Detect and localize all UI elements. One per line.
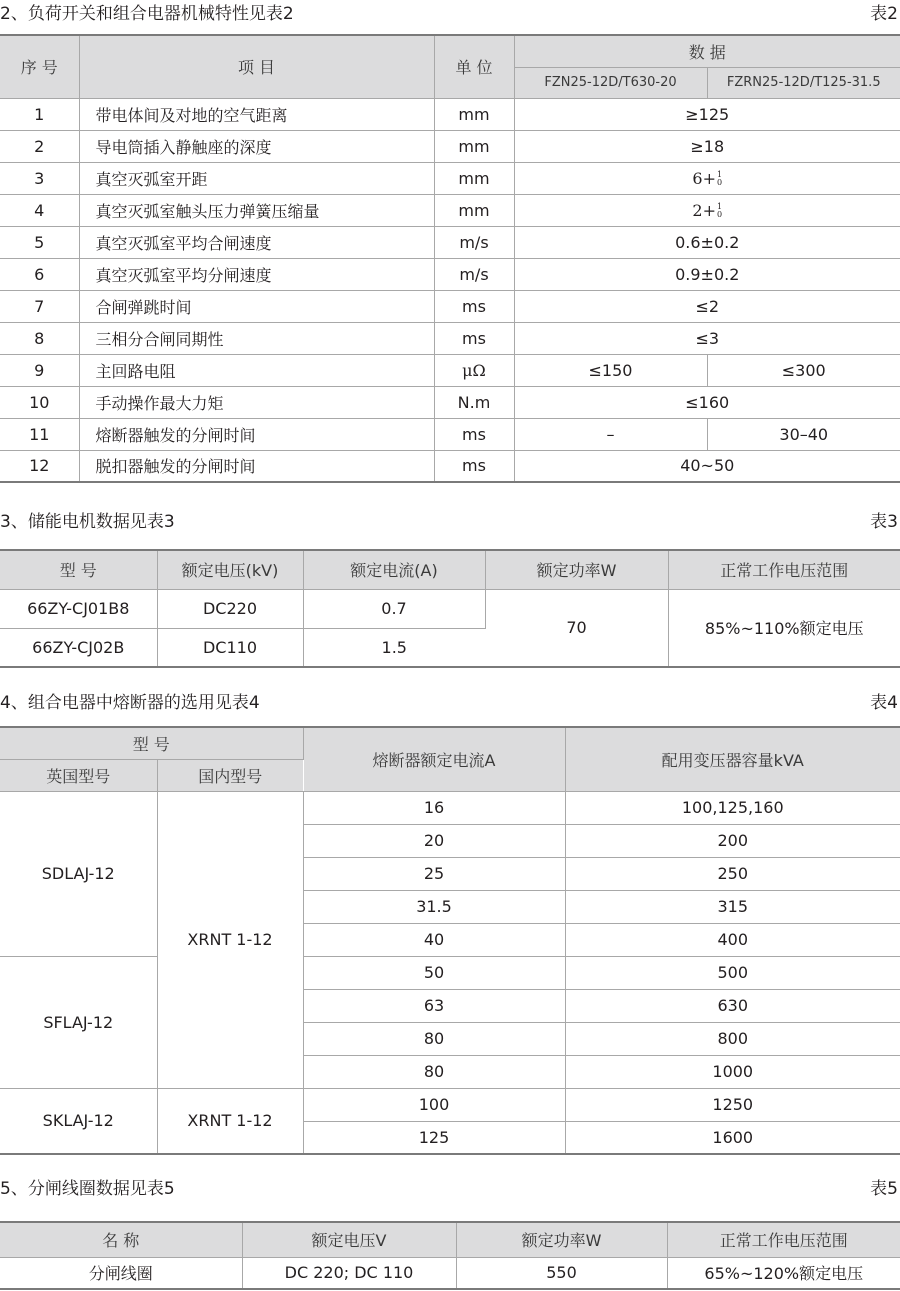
table2-header-col-b: FZRN25-12D/T125-31.5 <box>707 67 900 98</box>
tolerance-lower: 0 <box>717 178 723 187</box>
row-unit: m/s <box>434 226 514 258</box>
row-fuse-current: 20 <box>303 824 565 857</box>
row-unit: μΩ <box>434 354 514 386</box>
row-range: 85%~110%额定电压 <box>668 589 900 667</box>
row-no: 3 <box>0 162 79 194</box>
row-capacity: 400 <box>565 923 900 956</box>
row-value: 0.6±0.2 <box>514 226 900 258</box>
row-fuse-current: 63 <box>303 989 565 1022</box>
tolerance-base: 6+ <box>692 168 716 188</box>
table-row <box>0 450 900 482</box>
row-item: 带电体间及对地的空气距离 <box>79 98 434 130</box>
row-item: 熔断器触发的分闸时间 <box>79 418 434 450</box>
row-fuse-current: 80 <box>303 1022 565 1055</box>
table4-header-uk: 英国型号 <box>0 759 157 791</box>
row-fuse-current: 80 <box>303 1055 565 1088</box>
row-unit: ms <box>434 290 514 322</box>
table2 <box>0 34 900 483</box>
table-row <box>0 1257 900 1289</box>
row-no: 7 <box>0 290 79 322</box>
table3-header-power: 额定功率W <box>485 550 668 589</box>
row-value: 0.9±0.2 <box>514 258 900 290</box>
row-power: 550 <box>456 1257 667 1289</box>
row-no: 2 <box>0 130 79 162</box>
row-capacity: 1250 <box>565 1088 900 1121</box>
row-capacity: 630 <box>565 989 900 1022</box>
row-unit: mm <box>434 98 514 130</box>
table5-tag: 表5 <box>870 1179 898 1199</box>
row-item: 主回路电阻 <box>79 354 434 386</box>
table-row <box>0 418 900 450</box>
table4-header-model: 型 号 <box>0 727 303 759</box>
row-unit: ms <box>434 322 514 354</box>
tolerance-fraction <box>717 171 722 187</box>
table3-heading-bar <box>0 510 900 534</box>
row-voltage: DC220 <box>157 589 303 628</box>
row-value: ≤3 <box>514 322 900 354</box>
row-item: 合闸弹跳时间 <box>79 290 434 322</box>
row-current: 0.7 <box>303 589 485 628</box>
row-unit: ms <box>434 450 514 482</box>
table-row <box>0 162 900 194</box>
table2-header-seq: 序 号 <box>0 35 79 98</box>
table-row <box>0 322 900 354</box>
row-uk-model: SDLAJ-12 <box>0 791 157 956</box>
row-fuse-current: 40 <box>303 923 565 956</box>
row-item: 真空灭弧室平均分闸速度 <box>79 258 434 290</box>
row-capacity: 250 <box>565 857 900 890</box>
row-current: 1.5 <box>303 628 485 667</box>
row-value-a: – <box>514 418 707 450</box>
table2-header-col-a: FZN25-12D/T630-20 <box>514 67 707 98</box>
table-row <box>0 956 900 989</box>
row-fuse-current: 100 <box>303 1088 565 1121</box>
table-row <box>0 226 900 258</box>
table3-header-range: 正常工作电压范围 <box>668 550 900 589</box>
table3-header-row <box>0 550 900 589</box>
row-unit: m/s <box>434 258 514 290</box>
row-item: 真空灭弧室开距 <box>79 162 434 194</box>
table5-heading: 5、分闸线圈数据见表5 <box>0 1179 175 1199</box>
row-no: 1 <box>0 98 79 130</box>
table4-heading-bar <box>0 691 900 715</box>
table3-header-voltage: 额定电压(kV) <box>157 550 303 589</box>
table4-tag: 表4 <box>870 693 898 713</box>
row-item: 脱扣器触发的分闸时间 <box>79 450 434 482</box>
row-unit: N.m <box>434 386 514 418</box>
row-no: 12 <box>0 450 79 482</box>
table2-heading-bar <box>0 2 900 26</box>
table5 <box>0 1221 900 1290</box>
tolerance-base: 2+ <box>692 200 716 220</box>
table4-header-capacity: 配用变压器容量kVA <box>565 727 900 791</box>
table2-header-unit: 单 位 <box>434 35 514 98</box>
row-value-b: 30–40 <box>707 418 900 450</box>
row-fuse-current: 16 <box>303 791 565 824</box>
row-capacity: 1600 <box>565 1121 900 1154</box>
row-capacity: 100,125,160 <box>565 791 900 824</box>
table-row <box>0 791 900 824</box>
table4 <box>0 726 900 1155</box>
row-fuse-current: 31.5 <box>303 890 565 923</box>
table5-heading-bar <box>0 1177 900 1201</box>
row-item: 导电筒插入静触座的深度 <box>79 130 434 162</box>
table2-header-row <box>0 35 900 67</box>
row-fuse-current: 25 <box>303 857 565 890</box>
table3-header-model: 型 号 <box>0 550 157 589</box>
row-cn-model: XRNT 1-12 <box>157 1088 303 1154</box>
row-no: 10 <box>0 386 79 418</box>
row-capacity: 800 <box>565 1022 900 1055</box>
row-item: 真空灭弧室平均合闸速度 <box>79 226 434 258</box>
table-row <box>0 98 900 130</box>
tolerance-lower: 0 <box>717 210 723 219</box>
row-value: ≤160 <box>514 386 900 418</box>
row-value <box>514 162 900 194</box>
row-value: ≥125 <box>514 98 900 130</box>
tolerance-upper: 1 <box>717 170 723 179</box>
row-value: ≥18 <box>514 130 900 162</box>
table2-header-item: 项 目 <box>79 35 434 98</box>
row-value-b: ≤300 <box>707 354 900 386</box>
tolerance-fraction <box>717 203 722 219</box>
table5-header-voltage: 额定电压V <box>242 1222 456 1257</box>
table5-header-row <box>0 1222 900 1257</box>
table-row <box>0 194 900 226</box>
table-row <box>0 354 900 386</box>
row-voltage: DC110 <box>157 628 303 667</box>
row-value-a: ≤150 <box>514 354 707 386</box>
row-uk-model: SFLAJ-12 <box>0 956 157 1088</box>
row-model: 66ZY-CJ02B <box>0 628 157 667</box>
table-row <box>0 290 900 322</box>
table4-heading: 4、组合电器中熔断器的选用见表4 <box>0 693 260 713</box>
row-value <box>514 194 900 226</box>
row-value: ≤2 <box>514 290 900 322</box>
row-unit: mm <box>434 162 514 194</box>
row-value: 40~50 <box>514 450 900 482</box>
row-name: 分闸线圈 <box>0 1257 242 1289</box>
row-unit: ms <box>434 418 514 450</box>
table5-header-range: 正常工作电压范围 <box>667 1222 900 1257</box>
row-no: 4 <box>0 194 79 226</box>
row-capacity: 1000 <box>565 1055 900 1088</box>
row-unit: mm <box>434 130 514 162</box>
table3-heading: 3、储能电机数据见表3 <box>0 512 175 532</box>
table5-header-power: 额定功率W <box>456 1222 667 1257</box>
row-no: 8 <box>0 322 79 354</box>
row-range: 65%~120%额定电压 <box>667 1257 900 1289</box>
row-capacity: 500 <box>565 956 900 989</box>
row-capacity: 315 <box>565 890 900 923</box>
row-fuse-current: 50 <box>303 956 565 989</box>
row-uk-model: SKLAJ-12 <box>0 1088 157 1154</box>
row-model: 66ZY-CJ01B8 <box>0 589 157 628</box>
table-row <box>0 258 900 290</box>
table2-heading: 2、负荷开关和组合电器机械特性见表2 <box>0 4 294 24</box>
row-no: 5 <box>0 226 79 258</box>
table-row <box>0 386 900 418</box>
row-unit: mm <box>434 194 514 226</box>
table-row <box>0 130 900 162</box>
row-power: 70 <box>485 589 668 667</box>
table-row <box>0 589 900 628</box>
row-capacity: 200 <box>565 824 900 857</box>
table3 <box>0 549 900 668</box>
row-item: 三相分合闸同期性 <box>79 322 434 354</box>
row-no: 9 <box>0 354 79 386</box>
table4-header-cn: 国内型号 <box>157 759 303 791</box>
row-item: 手动操作最大力矩 <box>79 386 434 418</box>
table2-tag: 表2 <box>870 4 898 24</box>
row-no: 6 <box>0 258 79 290</box>
table2-header-data: 数 据 <box>514 35 900 67</box>
table3-tag: 表3 <box>870 512 898 532</box>
table5-header-name: 名 称 <box>0 1222 242 1257</box>
table4-header-row <box>0 727 900 759</box>
table3-header-current: 额定电流(A) <box>303 550 485 589</box>
row-voltage: DC 220; DC 110 <box>242 1257 456 1289</box>
table-row <box>0 1088 900 1121</box>
tolerance-upper: 1 <box>717 202 723 211</box>
row-cn-model: XRNT 1-12 <box>157 791 303 1088</box>
row-fuse-current: 125 <box>303 1121 565 1154</box>
table4-header-fuse-current: 熔断器额定电流A <box>303 727 565 791</box>
row-no: 11 <box>0 418 79 450</box>
row-item: 真空灭弧室触头压力弹簧压缩量 <box>79 194 434 226</box>
